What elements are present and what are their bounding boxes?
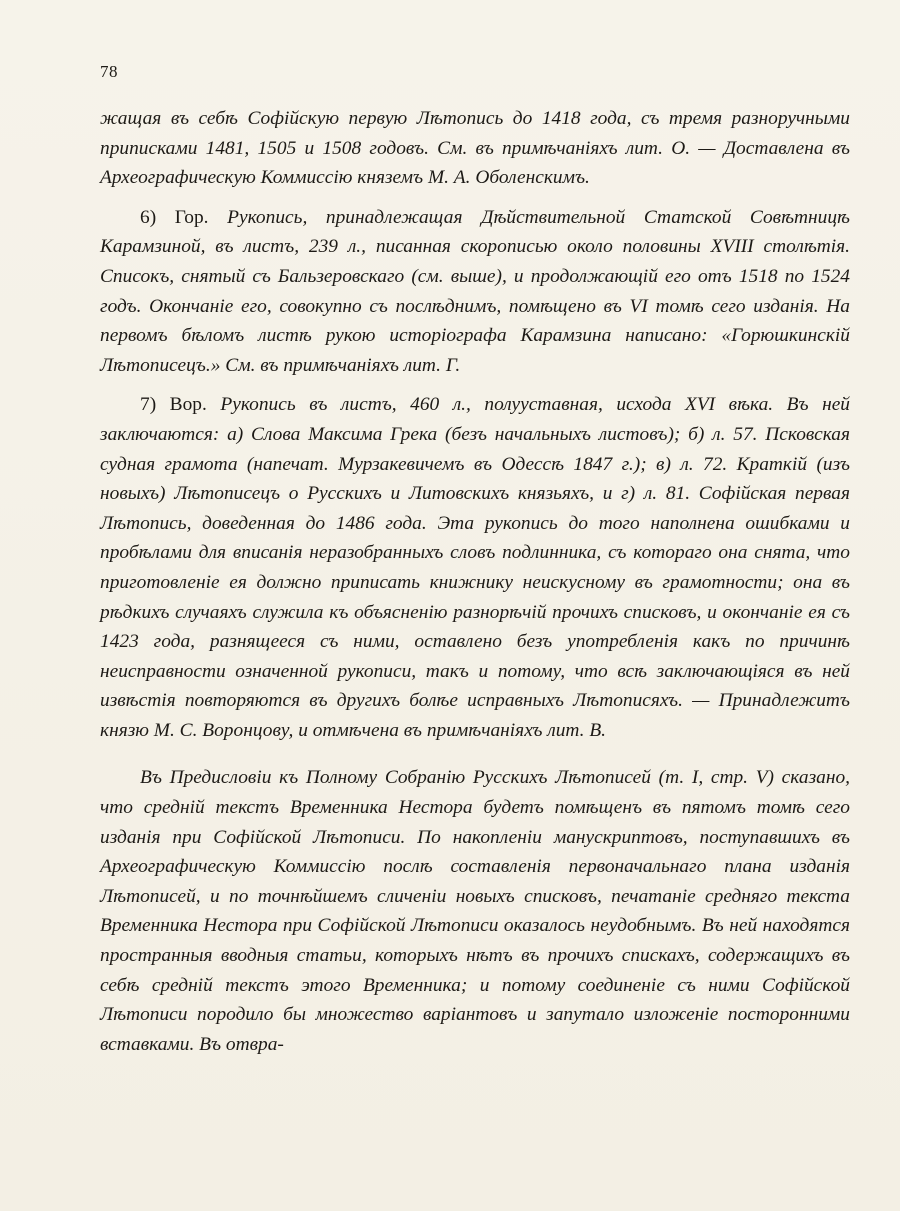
manuscript-entry-6 <box>100 203 850 381</box>
manuscript-entry-7 <box>100 390 850 745</box>
entry-label: 6) Гор. <box>140 206 209 228</box>
page-number: 78 <box>100 62 118 81</box>
page-body <box>100 104 850 1059</box>
intro-paragraph: жащая въ себѣ Софійскую первую Лѣтопись до 1418 года, съ тремя разноручными приписками 1481, 1505 и 1508 годовъ. См. въ примѣчаніяхъ лит. О. — Доставлена въ Археографическую Коммиссію княземъ М. А. Оболенскимъ. <box>100 108 850 189</box>
entry-text: Рукопись въ листъ, 460 л., полууставная, исхода XVI вѣка. Въ ней заключаются: а) Слова Максима Грека (безъ начальныхъ листовъ); б) л. 57. Псковская судная грамота (напечат. Мурзакевичемъ въ Одессѣ 1847 г.); в) л. 72. Краткій (изъ новыхъ) Лѣтописецъ о Русскихъ и Литовскихъ князьяхъ, и г) л. 81. Софійская первая Лѣтопись, доведенная до 1486 года. Эта рукопись до того наполнена ошибками и пробѣлами для вписанія неразобранныхъ словъ подлинника, съ котораго она снята, что приготовленіе ея должно приписать книжнику неискусному въ грамотности; она въ рѣдкихъ случаяхъ служила къ объясненію разнорѣчій прочихъ списковъ, и окончаніе ея съ 1423 года, разнящееся съ ними, оставлено безъ употребленія какъ по причинѣ неисправности означенной рукописи, такъ и потому, что всѣ заключающіяся въ ней извѣстія повторяются въ другихъ болѣе исправныхъ Лѣтописяхъ. — Принадлежитъ князю М. С. Воронцову, и отмѣчена въ примѣчаніяхъ лит. В. <box>100 394 851 741</box>
entry-text: Рукопись, принадлежащая Дѣйствительной Статской Совѣтницѣ Карамзиной, въ листъ, 239 л., писанная скорописью около половины XVIII столѣтія. Списокъ, снятый съ Бальзеровскаго (см. выше), и продолжающій его отъ 1518 по 1524 годъ. Окончаніе его, совокупно съ послѣднимъ, помѣщено въ VI томѣ сего изданія. На первомъ бѣломъ листѣ рукою исторіографа Карамзина написано: «Горюшкинскій Лѣтописецъ.» См. въ примѣчаніяхъ лит. Г. <box>100 206 850 376</box>
entry-label: 7) Вор. <box>140 394 207 416</box>
closing-paragraph: Въ Предисловіи къ Полному Собранію Русскихъ Лѣтописей (т. I, стр. V) сказано, что средній текстъ Временника Нестора будетъ помѣщенъ въ пятомъ томѣ сего изданія при Софійской Лѣтописи. По накопленіи манускриптовъ, поступавшихъ въ Археографическую Коммиссію послѣ составленія первоначальнаго плана изданія Лѣтописей, и по точнѣйшемъ сличеніи новыхъ списковъ, печатаніе средняго текста Временника Нестора при Софійской Лѣтописи оказалось неудобнымъ. Въ ней находятся пространныя вводныя статьи, которыхъ нѣтъ въ прочихъ спискахъ, содержащихъ въ себѣ средній текстъ этого Временника; и потому соединеніе съ ними Софійской Лѣтописи породило бы множество варіантовъ и запутало изложеніе посторонними вставками. Въ отвра- <box>100 767 850 1055</box>
